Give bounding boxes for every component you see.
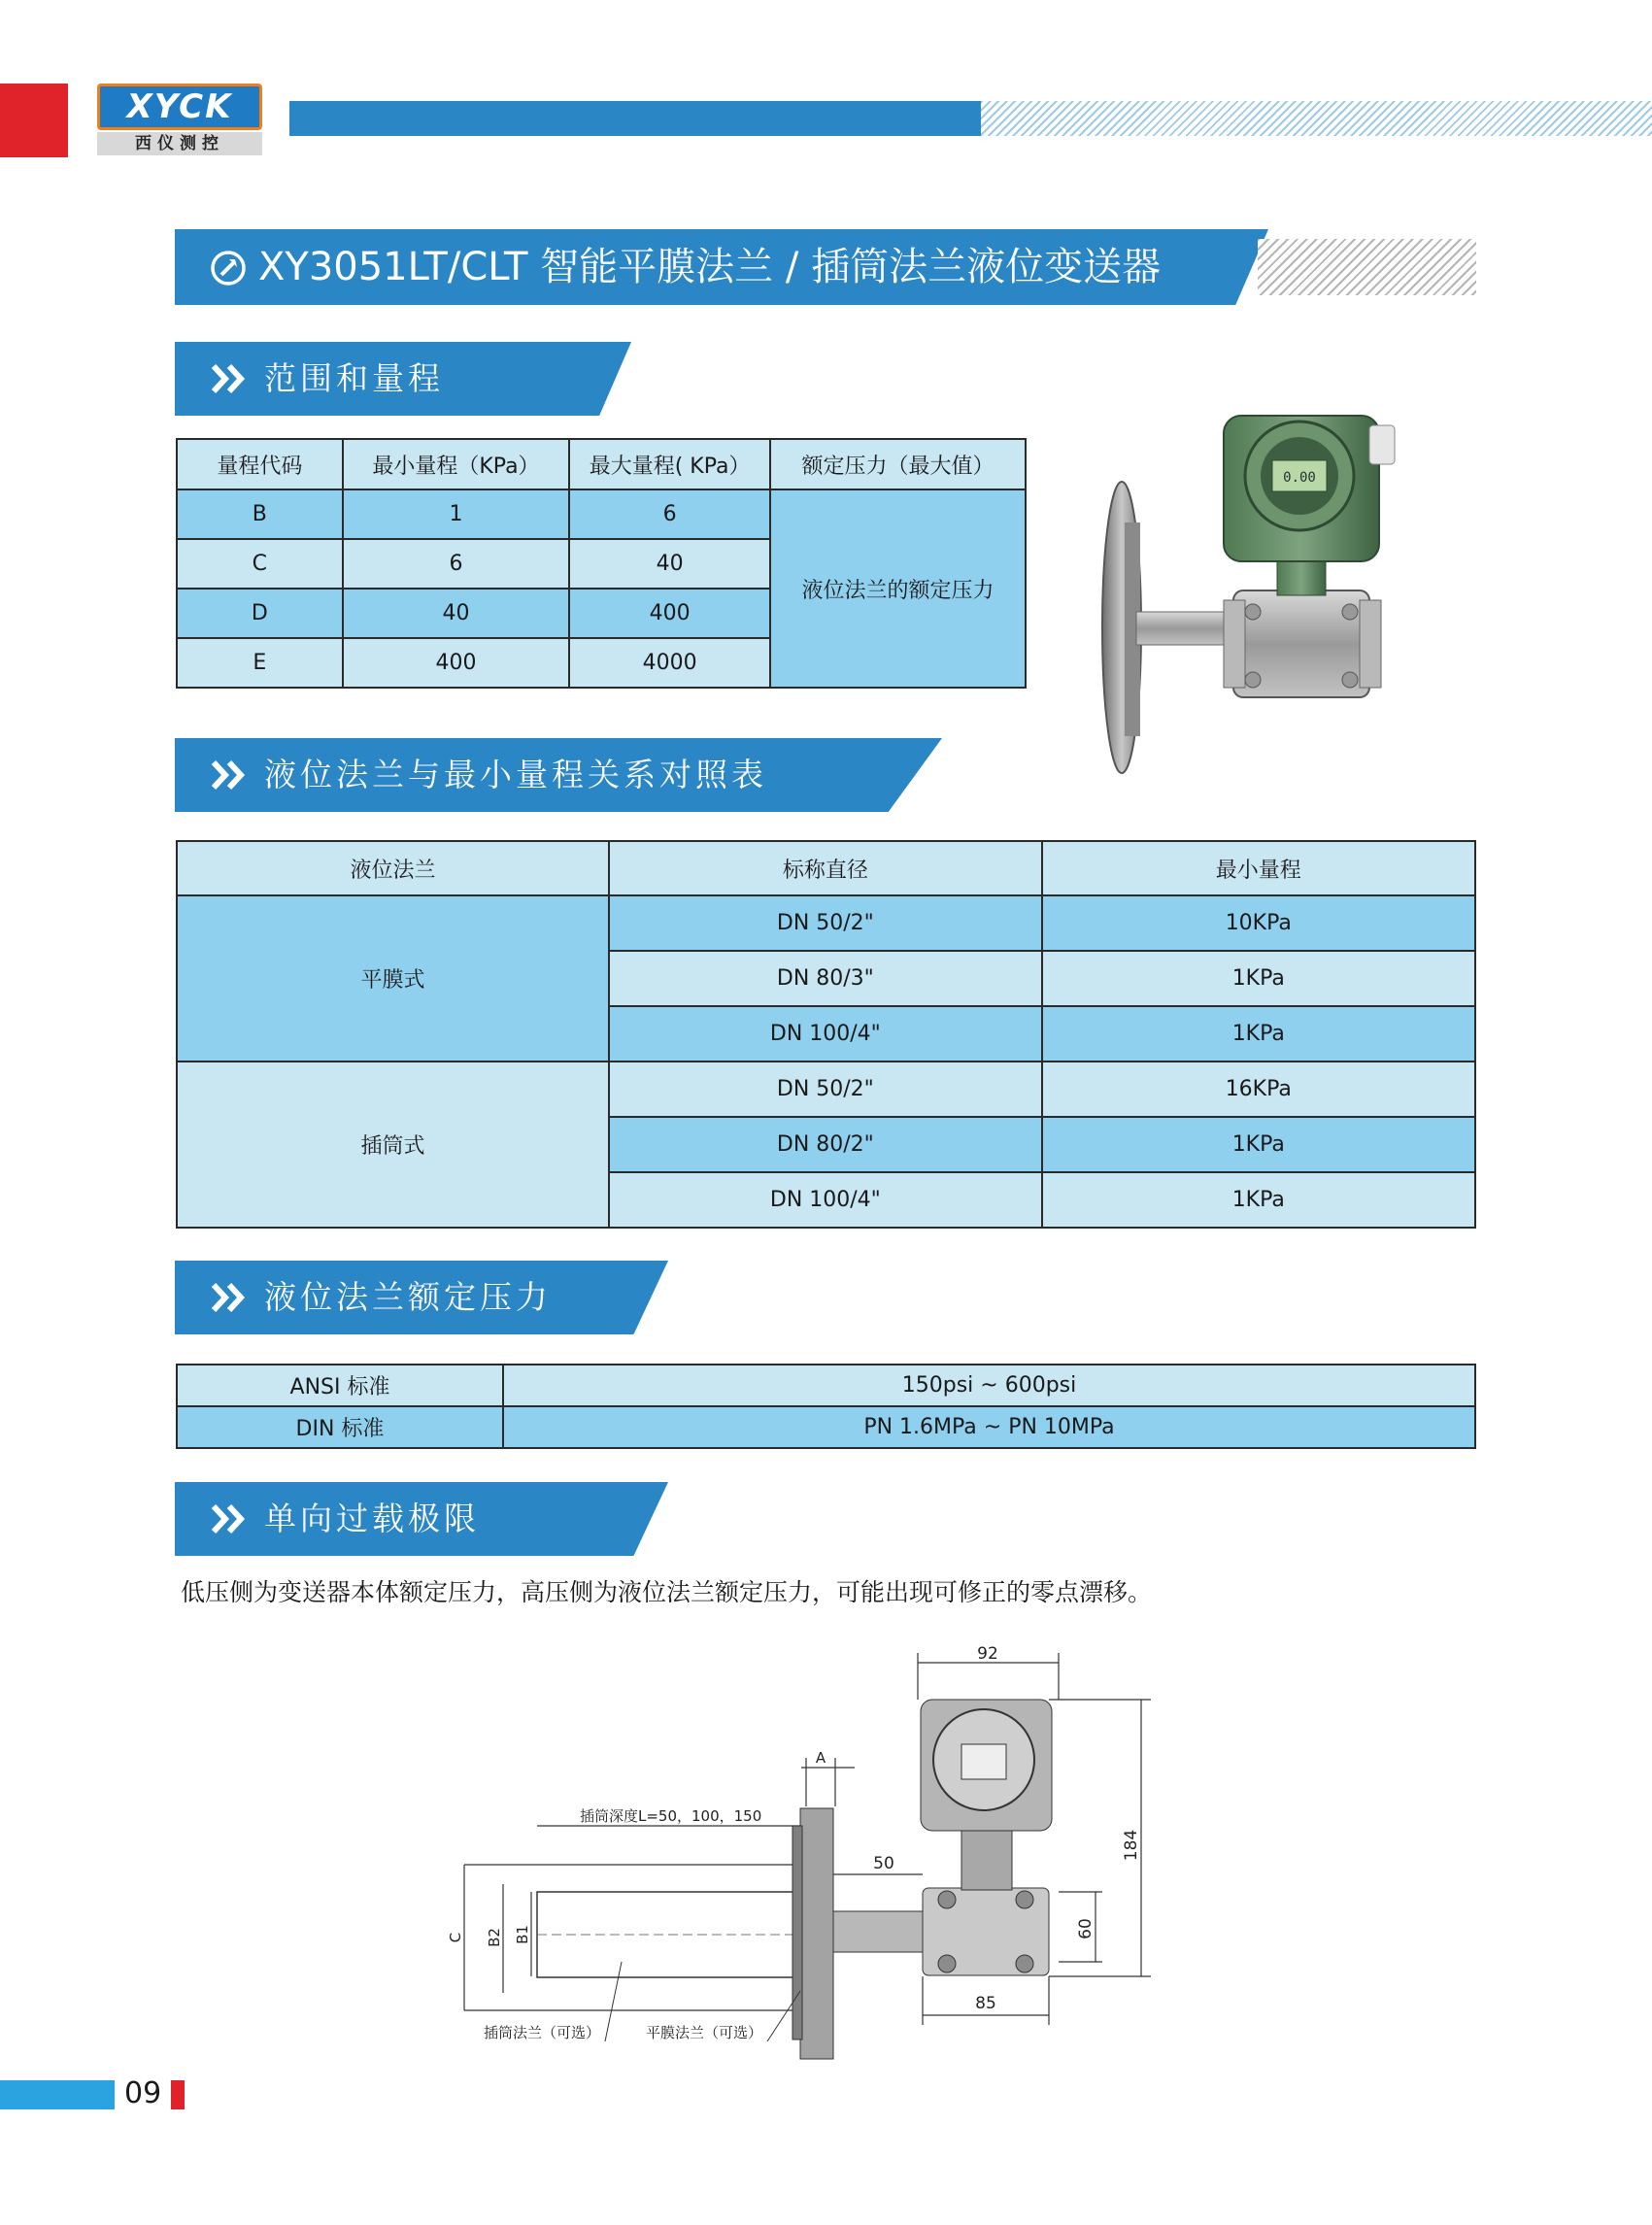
footer-bar xyxy=(0,2080,115,2109)
table-row xyxy=(177,1406,1475,1448)
dim-a: A xyxy=(815,1749,826,1767)
nominal-diameter: DN 50/2" xyxy=(609,1062,1041,1117)
nominal-diameter: DN 80/3" xyxy=(609,951,1041,1006)
display-readout: 0.00 xyxy=(1283,470,1316,486)
pressure-table xyxy=(176,1364,1476,1449)
title-hatch xyxy=(1258,239,1476,295)
header-bar xyxy=(289,101,1028,136)
dimension-drawing xyxy=(447,1641,1165,2069)
min-range: 1KPa xyxy=(1042,951,1475,1006)
dim-50: 50 xyxy=(873,1854,894,1873)
nominal-diameter: DN 100/4" xyxy=(609,1172,1041,1228)
double-chevron-icon xyxy=(210,1281,247,1314)
section-range-heading: 范围和量程 xyxy=(264,359,444,397)
table-header-row xyxy=(177,841,1475,895)
overload-note: 低压侧为变送器本体额定压力，高压侧为液位法兰额定压力，可能出现可修正的零点漂移。 xyxy=(181,1578,1153,1606)
section-pressure-heading: 液位法兰额定压力 xyxy=(264,1278,552,1316)
table-row xyxy=(177,1062,1475,1117)
page-number: 09 xyxy=(124,2076,162,2110)
dim-depth: 插筒深度L=50，100，150 xyxy=(580,1807,762,1825)
dim-b1: B1 xyxy=(514,1925,531,1944)
col-header: 量程代码 xyxy=(177,439,343,489)
col-header: 最小量程（KPa） xyxy=(343,439,570,489)
dim-92: 92 xyxy=(977,1644,998,1664)
rated-pressure: 液位法兰的额定压力 xyxy=(770,489,1026,688)
table-row xyxy=(177,489,1026,539)
range-min: 40 xyxy=(343,589,570,638)
gauge-icon xyxy=(210,250,247,287)
standard-value: PN 1.6MPa ~ PN 10MPa xyxy=(503,1406,1475,1448)
standard-name: ANSI 标准 xyxy=(177,1365,503,1406)
flange-type: 平膜式 xyxy=(177,895,609,1062)
label-flat-flange: 平膜法兰（可选） xyxy=(646,2024,763,2041)
footer-red-mark xyxy=(171,2080,185,2109)
dim-c: C xyxy=(447,1932,464,1943)
header-red-block xyxy=(0,84,68,157)
double-chevron-icon xyxy=(210,362,247,395)
nominal-diameter: DN 80/2" xyxy=(609,1117,1041,1172)
dim-184: 184 xyxy=(1122,1829,1141,1862)
range-max: 40 xyxy=(569,539,770,589)
col-header: 标称直径 xyxy=(609,841,1041,895)
logo-name: 西仪测控 xyxy=(97,132,262,155)
range-min: 6 xyxy=(343,539,570,589)
range-max: 4000 xyxy=(569,638,770,688)
dim-85: 85 xyxy=(975,1994,996,2013)
table-header-row xyxy=(177,439,1026,489)
header-bar-hatch xyxy=(981,101,1652,136)
col-header: 最小量程 xyxy=(1042,841,1475,895)
nominal-diameter: DN 100/4" xyxy=(609,1006,1041,1062)
min-range: 16KPa xyxy=(1042,1062,1475,1117)
range-min: 400 xyxy=(343,638,570,688)
range-code: B xyxy=(177,489,343,539)
min-range: 1KPa xyxy=(1042,1006,1475,1062)
range-code: E xyxy=(177,638,343,688)
label-sleeve-flange: 插筒法兰（可选） xyxy=(484,2024,601,2041)
page-title: XY3051LT/CLT 智能平膜法兰 / 插筒法兰液位变送器 xyxy=(258,245,1162,289)
min-range: 1KPa xyxy=(1042,1117,1475,1172)
table-row xyxy=(177,895,1475,951)
col-header: 液位法兰 xyxy=(177,841,609,895)
range-code: D xyxy=(177,589,343,638)
min-range: 1KPa xyxy=(1042,1172,1475,1228)
range-max: 6 xyxy=(569,489,770,539)
double-chevron-icon xyxy=(210,1502,247,1535)
col-header: 最大量程( KPa） xyxy=(569,439,770,489)
flange-type: 插筒式 xyxy=(177,1062,609,1228)
range-code: C xyxy=(177,539,343,589)
min-range: 10KPa xyxy=(1042,895,1475,951)
dim-60: 60 xyxy=(1076,1918,1096,1939)
transmitter-photo xyxy=(1078,406,1428,775)
double-chevron-icon xyxy=(210,759,247,792)
dim-b2: B2 xyxy=(486,1928,503,1947)
range-max: 400 xyxy=(569,589,770,638)
range-table xyxy=(176,438,1027,689)
standard-value: 150psi ~ 600psi xyxy=(503,1365,1475,1406)
range-min: 1 xyxy=(343,489,570,539)
standard-name: DIN 标准 xyxy=(177,1406,503,1448)
table-row xyxy=(177,1365,1475,1406)
flange-range-table xyxy=(176,840,1476,1229)
section-flange-heading: 液位法兰与最小量程关系对照表 xyxy=(264,756,767,793)
section-overload-heading: 单向过载极限 xyxy=(264,1500,480,1537)
logo-mark: XYCK xyxy=(97,84,262,130)
nominal-diameter: DN 50/2" xyxy=(609,895,1041,951)
company-logo xyxy=(97,84,262,155)
col-header: 额定压力（最大值） xyxy=(770,439,1026,489)
